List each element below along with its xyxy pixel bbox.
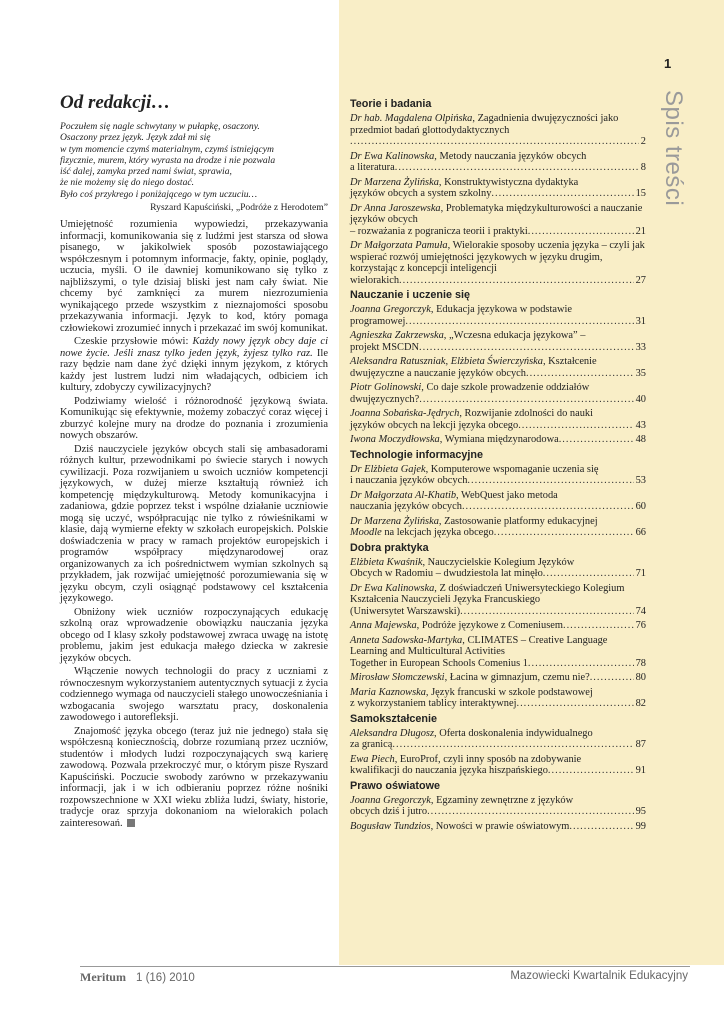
toc-leader-dots [569, 821, 633, 833]
toc-leader-dots [563, 620, 634, 632]
table-of-contents [350, 98, 646, 835]
toc-title: , Język francuski w szkole podstawowej [425, 686, 593, 698]
toc-entry[interactable] [350, 382, 646, 405]
toc-section-heading: Teorie i badania [350, 98, 432, 110]
toc-title-end: kwalifikacji do nauczania języka hiszpańskiego [350, 765, 548, 776]
toc-title: , Edukacja językowa w podstawie [430, 304, 572, 315]
toc-title: , CLIMATES – Creative Language Learning and Multicultural Activities [350, 634, 608, 657]
motto-line: w tym momencie czymś materialnym, czymś istniejącym [60, 143, 274, 155]
toc-entry[interactable] [350, 177, 646, 200]
editorial-paragraph: Dziś nauczyciele języków obcych stali się ambasadorami różnych kultur, przewodnikami po świecie starych i nowych cywilizacji. Poza rozwijaniem u swoich uczniów kompetencji językowych, w dużej mierze kształtują również ich kompetencję międzykulturową. Metody komunikacyjna i zadaniowa, gdzie poprzez tekst i wspólne działanie uczniowie mogą się uczyć, współpracując nie tylko z rówieśnikami w klasie, dają wymierne efekty w szkołach europejskich. Polskie doświadczenia w pracy w ramach projektów europejskich i programów współpracy międzynarodowej oraz organizowanych za ich pośrednictwem wymian szkolnych są przykładem, jak rozwijać umiejętność porozumiewania się w języku obcym, czyli osiągnąć podstawowy cel kształcenia językowego. [60, 443, 328, 605]
toc-page-number: 2 [640, 136, 646, 147]
toc-title: , Rozwijanie zdolności do nauki [459, 408, 593, 419]
toc-title-end: – rozważania z pogranicza teorii i praktyki [350, 225, 528, 237]
toc-entry[interactable] [350, 240, 646, 286]
toc-entry[interactable] [350, 516, 646, 539]
toc-author: Joanna Gregorczyk [350, 304, 431, 315]
toc-title: , Co daje szkole prowadzenie oddziałów [421, 382, 590, 393]
toc-section-heading: Nauczanie i uczenie się [350, 289, 471, 301]
toc-entry[interactable] [350, 687, 646, 710]
toc-title-end: za granicą [350, 739, 393, 750]
toc-entry[interactable] [350, 330, 646, 353]
toc-author: Iwona Moczydłowska [350, 434, 440, 445]
toc-page-number: 74 [635, 605, 646, 617]
toc-author: Anna Majewska [350, 620, 417, 631]
toc-author: Dr Małgorzata Al-Khatib [350, 489, 457, 501]
toc-title-end: wielorakich [350, 274, 400, 286]
toc-page-number: 95 [635, 806, 646, 817]
toc-leader-dots [491, 188, 633, 200]
toc-title-end: Iwona Moczydłowska, Wymiana międzynarodowa [350, 434, 559, 445]
toc-author: Ewa Piech [350, 753, 395, 765]
toc-leader-dots [518, 420, 633, 432]
side-title [649, 90, 689, 250]
toc-title-end: Together in European Schools Comenius 1 [350, 657, 528, 669]
toc-title-end: języków obcych a system szkolny [350, 188, 492, 199]
toc-page-number: 27 [635, 274, 646, 286]
toc-page-number: 33 [635, 341, 646, 353]
toc-section-heading: Technologie informacyjne [350, 448, 483, 461]
toc-page-number: 60 [635, 501, 646, 512]
toc-author: Anneta Sadowska-Martyka [350, 634, 463, 646]
toc-author: Dr Elżbieta Gajek [350, 463, 426, 475]
toc-page-number: 43 [635, 419, 646, 431]
toc-page-number: 31 [635, 315, 646, 327]
toc-title: , Oferta doskonalenia indywidualnego [434, 727, 593, 739]
toc-author: Dr Marzena Żylińska [350, 176, 439, 188]
editorial-paragraph: Włączenie nowych technologii do pracy z uczniami z równoczesnym wykorzystaniem autentycznych sytuacji z życia codziennego wymaga od nauczycieli stałego unowocześniania i wzbogacania swojego warsztatu pracy, doskonalenia zawodowego i autorefleksji. [60, 666, 328, 724]
motto-line: Było coś przykrego i poniżającego w tym uczuciu… [60, 188, 258, 200]
footer-publisher: Mazowiecki Kwartalnik Edukacyjny [510, 970, 688, 982]
toc-leader-dots [548, 765, 634, 777]
toc-leader-dots [528, 658, 634, 670]
toc-leader-dots [395, 162, 639, 174]
toc-title: , „Wczesna edukacja językowa” – [443, 330, 586, 341]
toc-entry[interactable] [350, 408, 646, 431]
toc-entry[interactable] [350, 635, 646, 670]
toc-entry[interactable] [350, 464, 646, 487]
page-number: 1 [664, 56, 672, 71]
toc-author: Piotr Golinowski [350, 382, 422, 393]
toc-entry[interactable] [350, 795, 646, 818]
toc-title-end: z wykorzystaniem tablicy interaktywnej [350, 698, 517, 709]
toc-title: , Problematyka międzykulturowości a nauczanie języków obcych [350, 202, 643, 225]
toc-leader-dots [494, 527, 634, 539]
toc-leader-dots [405, 316, 633, 328]
toc-entry[interactable] [350, 356, 646, 379]
toc-title-end: obcych dziś i jutro [350, 806, 428, 817]
toc-entry[interactable] [350, 113, 646, 148]
toc-author: Dr Ewa Kalinowska [350, 582, 435, 594]
toc-title-end: (Uniwersytet Warszawski) [350, 605, 461, 617]
toc-title: , Zastosowanie platformy edukacyjnej [438, 515, 598, 527]
toc-page-number: 99 [635, 820, 646, 832]
toc-page-number: 76 [635, 620, 646, 631]
toc-page-number: 40 [635, 393, 646, 405]
toc-entry[interactable] [350, 821, 646, 833]
editorial-paragraph: Czeskie przysłowie mówi: Każdy nowy język obcy daje ci nowe życie. Jeśli znasz tylko jeden język, żyjesz tylko raz. Ile razy będzie nam dane żyć dzięki innym językom, z których każdy jest lustrem ludzi nim władających, odbiciem ich kultury, zdobyczy cywilizacyjnych? [60, 336, 328, 394]
toc-title-end: Mirosław Słomczewski, Łacina w gimnazjum, czemu nie? [350, 672, 590, 683]
toc-leader-dots [392, 739, 633, 751]
toc-page-number: 78 [635, 657, 646, 669]
motto-line: Poczułem się nagle schwytany w pułapkę, osaczony. [60, 121, 260, 132]
toc-entry[interactable] [350, 490, 646, 513]
end-mark-icon [127, 819, 135, 827]
motto-line: Osaczony przez język. Język zdał mi się [60, 132, 211, 144]
toc-leader-dots [516, 698, 633, 710]
toc-page-number: 71 [635, 568, 646, 579]
toc-entry[interactable] [350, 620, 646, 632]
toc-leader-dots [526, 368, 634, 380]
toc-section-heading: Samokształcenie [350, 712, 438, 725]
editorial-paragraph: Znajomość języka obcego (teraz już nie jednego) stała się współczesną koniecznością, dobrze rozumianą przez uczniów, studentów i młodych ludzi rozpoczynających swą karierę zawodową. Pozwala przekroczyć mur, o którym pisze Ryszard Kapuściński. Poczucie swobody zarówno w przekazywaniu informacji, jak i w ich odbieraniu poprzez różne nośniki rozpowszechnione w XXI wieku zbliża ludzi, światy, historie, tradycje oraz sprzyja dokonaniom na wielorakich polach zainteresowań. [60, 725, 328, 829]
toc-page-number: 80 [635, 672, 646, 683]
toc-title-end: nauczania języków obcych [350, 501, 462, 512]
editorial-motto [60, 121, 328, 200]
toc-title: , Zagadnienia dwujęzyczności jako przedmiot badań glottodydaktycznych [350, 113, 619, 136]
toc-author: Joanna Sobańska-Jędrych [350, 408, 460, 419]
toc-leader-dots [350, 136, 639, 148]
motto-source: Ryszard Kapuściński, „Podróże z Herodotem” [150, 202, 328, 214]
toc-title-end: programowej [350, 315, 406, 327]
motto-line: iść dalej, zamyka przed nami świat, sprawia, [60, 166, 232, 178]
proverb-quote: Każdy nowy język obcy daje ci nowe życie. Jeśli znasz tylko jeden język, żyjesz tylko raz. [60, 336, 328, 359]
toc-author: Maria Kaznowska [350, 686, 426, 698]
toc-entry[interactable] [350, 151, 646, 174]
footer-left [80, 970, 195, 985]
toc-title-end: Obcych w Radomiu – dwudziestola lat minęło [350, 568, 543, 579]
editorial-title: Od redakcji… [60, 92, 171, 113]
toc-entry[interactable] [350, 672, 646, 684]
footer-rule [80, 966, 690, 967]
toc-author: Aleksandra Długosz [350, 727, 434, 739]
toc-author: Elżbieta Kwaśnik [350, 556, 423, 568]
toc-author: Dr Anna Jaroszewska [350, 202, 441, 214]
toc-page-number: 82 [635, 698, 646, 709]
editorial-paragraph: Obniżony wiek uczniów rozpoczynających edukację szkolną oraz wprowadzenie obowiązku nauczania języka obcego od I klasy szkoły podstawowej zwraca uwagę na istotę problemu, jakim jest edukacja małego dziecka w zakresie języków obcych. [60, 606, 328, 664]
toc-title: , EuroProf, czyli inny sposób na zdobywanie [394, 753, 582, 765]
toc-entry[interactable] [350, 434, 646, 446]
side-title-text: Spis treści [660, 90, 687, 207]
toc-page-number: 21 [635, 225, 646, 237]
toc-leader-dots [559, 434, 634, 446]
toc-page-number: 91 [635, 765, 646, 776]
toc-leader-dots [590, 672, 634, 684]
toc-title-end: Moodle na lekcjach języka obcego [350, 527, 494, 538]
toc-page-number: 87 [635, 739, 646, 750]
toc-title-end: dwujęzycznych? [350, 393, 420, 405]
toc-title: , Z doświadczeń Uniwersyteckiego Kolegium Kształcenia Nauczycieli Języka Francuskiego [350, 582, 625, 605]
toc-leader-dots [462, 501, 634, 513]
toc-title-end: Anna Majewska, Podróże językowe z Comeniusem [350, 620, 563, 631]
toc-title: , Kształcenie [542, 356, 597, 367]
toc-title-italic: Moodle [350, 527, 382, 538]
toc-section-heading: Prawo oświatowe [350, 779, 440, 792]
toc-page-number: 48 [635, 434, 646, 445]
journal-name: Meritum [80, 970, 126, 984]
toc-page-number: 53 [635, 475, 646, 486]
toc-author: Aleksandra Ratusznia​k, Elżbieta Świerczyńska [350, 356, 543, 367]
editorial-paragraph: Umiejętność rozumienia wypowiedzi, przekazywania informacji, komunikowania się z ludźmi jest starsza od słowa pisanego, w jakikolwiek sposób pozostawiającego współczesnym i potomnym informacje, fakty, opinie, poglądy, uczucia, myśli. O ile dawniej komunikowano się tylko z najbliższymi, o tyle dzisiaj bliski jest nam cały świat. Nie chcemy być zamknięci za murem niezrozumienia wynikającego przede wszystkim z nieznajomości sposobu przekazywania informacji. Język to kod, który pomaga człowiekowi zrozumieć innych i przekazać im swój komunikat. [60, 219, 328, 334]
editorial-column [60, 92, 328, 831]
toc-title: , Komputerowe wspomaganie uczenia się [425, 463, 599, 475]
toc-title: , Egzaminy zewnętrzne z języków [430, 794, 574, 806]
toc-leader-dots [460, 606, 634, 618]
toc-title: , WebQuest jako metoda [456, 489, 558, 501]
toc-entry[interactable] [350, 583, 646, 618]
toc-leader-dots [543, 568, 634, 580]
toc-title-end: projekt MSCDN [350, 341, 419, 353]
toc-page-number: 8 [640, 162, 646, 173]
editorial-paragraph: Podziwiamy wielość i różnorodność językową świata. Komunikując się efektywnie, możemy zobaczyć coraz więcej i zburzyć kolejne mury na drodze do poznania i zrozumienia nowych obszarów. [60, 395, 328, 442]
toc-author: Dr Małgorzata Pamuła [350, 240, 448, 251]
toc-page-number: 15 [635, 188, 646, 199]
motto-line: że nie możemy się do niego dostać. [60, 177, 195, 189]
toc-title: , Nauczycielskie Kolegium Języków [422, 556, 575, 568]
toc-page-number: 66 [635, 527, 646, 538]
toc-leader-dots [467, 475, 633, 487]
toc-author: Agnieszka Zakrzewska [350, 330, 444, 341]
toc-entry[interactable] [350, 203, 646, 238]
motto-line: fizycznie, murem, który wyrasta na drodze i nie pozwala [60, 154, 276, 166]
toc-author: Bogusław Tundzios [350, 820, 431, 832]
toc-leader-dots [399, 275, 634, 287]
toc-title-end: i nauczania języków obcych [350, 475, 468, 486]
toc-title-end: Bogusław Tundzios, Nowości w prawie oświatowym [350, 820, 570, 832]
toc-leader-dots [528, 226, 634, 238]
toc-entry[interactable] [350, 304, 646, 327]
toc-author: Mirosław Słomczewski [350, 672, 445, 683]
toc-title-end: a literatura [350, 162, 395, 173]
toc-author: Dr Marzena Żylińska [350, 515, 439, 527]
toc-leader-dots [419, 394, 633, 406]
toc-entry[interactable] [350, 728, 646, 751]
toc-author: Joanna Gregorczyk [350, 794, 431, 806]
toc-title: , Konstruktywistyczna dydaktyka [438, 176, 579, 188]
toc-page-number: 35 [635, 367, 646, 379]
toc-leader-dots [419, 342, 634, 354]
toc-entry[interactable] [350, 557, 646, 580]
issue-number: 1 (16) 2010 [135, 972, 195, 984]
toc-title: , Metody nauczania języków obcych [434, 150, 587, 162]
toc-title: , Wielorakie sposoby uczenia języka – czyli jak wspierać rozwój umiejętności językowych w języku drugim, korzystając z koncepcji inteligencji [350, 240, 645, 274]
toc-author: Dr Ewa Kalinowska [350, 150, 435, 162]
toc-author: Dr hab. Magdalena Olpińska [350, 113, 473, 124]
toc-title-end: języków obcych na lekcji języka obcego [350, 419, 519, 431]
toc-entry[interactable] [350, 754, 646, 777]
toc-section-heading: Dobra praktyka [350, 541, 429, 554]
toc-title-end: dwujęzyczne a nauczanie języków obcych [350, 367, 526, 379]
toc-leader-dots [427, 806, 634, 818]
